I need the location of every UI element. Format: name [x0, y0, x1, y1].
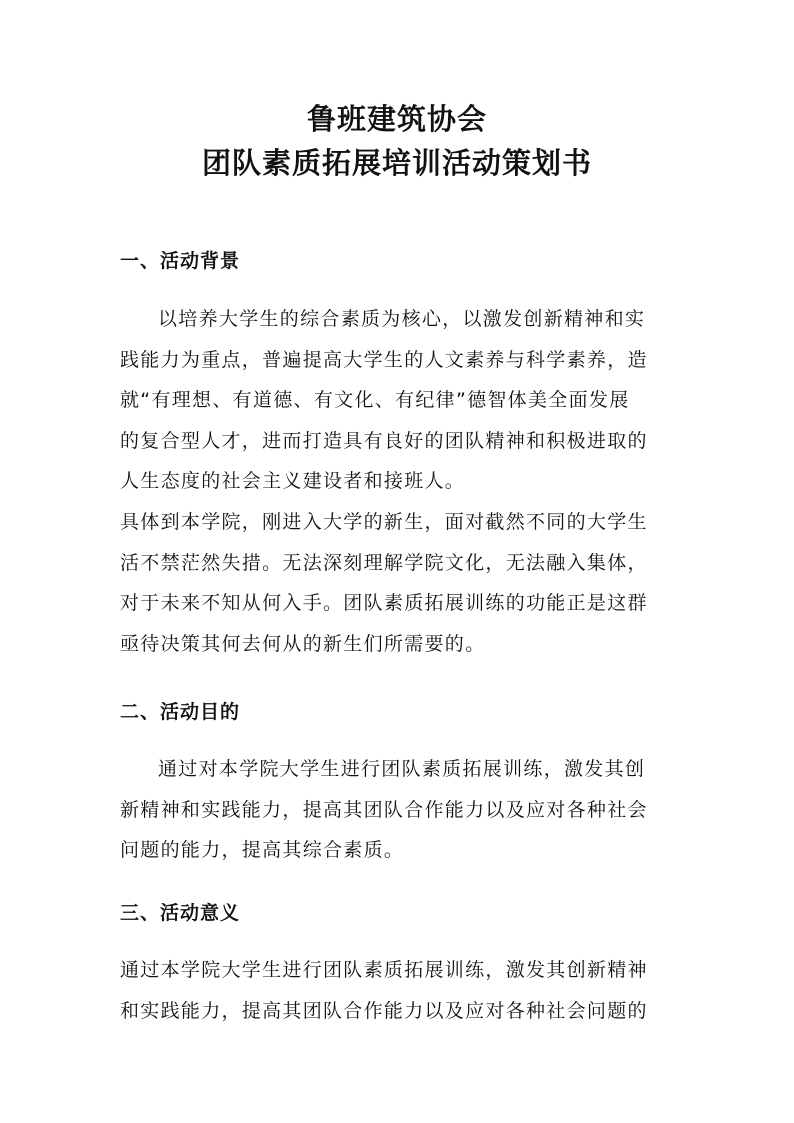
text-line: 问题的能力，提高其综合素质。: [120, 839, 405, 861]
document-title-line1: 鲁班建筑协会: [306, 102, 487, 136]
section-heading-purpose: 二、活动目的: [120, 701, 241, 723]
text-line: 践能力为重点，普遍提高大学生的人文素养与科学素养，造: [120, 348, 648, 371]
section-heading-background: 一、活动背景: [120, 250, 241, 272]
text-line: 通过对本学院大学生进行团队素质拓展训练，激发其创: [158, 758, 646, 780]
text-line: 就“有理想、有道德、有文化、有纪律”德智体美全面发展: [120, 389, 630, 411]
text-line: 新精神和实践能力，提高其团队合作能力以及应对各种社会: [120, 798, 648, 821]
text-line: 活不禁茫然失措。无法深刻理解学院文化，无法融入集体，: [120, 551, 648, 574]
text-line: 具体到本学院，刚进入大学的新生，面对截然不同的大学生: [120, 511, 648, 533]
text-line: 对于未来不知从何入手。团队素质拓展训练的功能正是这群: [120, 592, 648, 614]
section-heading-significance: 三、活动意义: [120, 902, 241, 924]
text-line: 人生态度的社会主义建设者和接班人。: [120, 470, 466, 492]
paragraph-background-1: [120, 299, 680, 502]
document-title-line2: 团队素质拓展培训活动策划书: [201, 146, 592, 180]
text-line: 的复合型人才，进而打造具有良好的团队精神和积极进取的: [120, 429, 648, 452]
text-line: 以培养大学生的综合素质为核心，以激发创新精神和实: [158, 308, 646, 330]
text-line: 通过本学院大学生进行团队素质拓展训练，激发其创新精神: [120, 959, 648, 981]
paragraph-background-2: [120, 502, 680, 664]
paragraph-significance: [120, 950, 680, 1031]
text-line: 亟待决策其何去何从的新生们所需要的。: [120, 632, 486, 655]
text-line: 和实践能力，提高其团队合作能力以及应对各种社会问题的: [120, 999, 648, 1022]
paragraph-purpose: [120, 749, 680, 871]
